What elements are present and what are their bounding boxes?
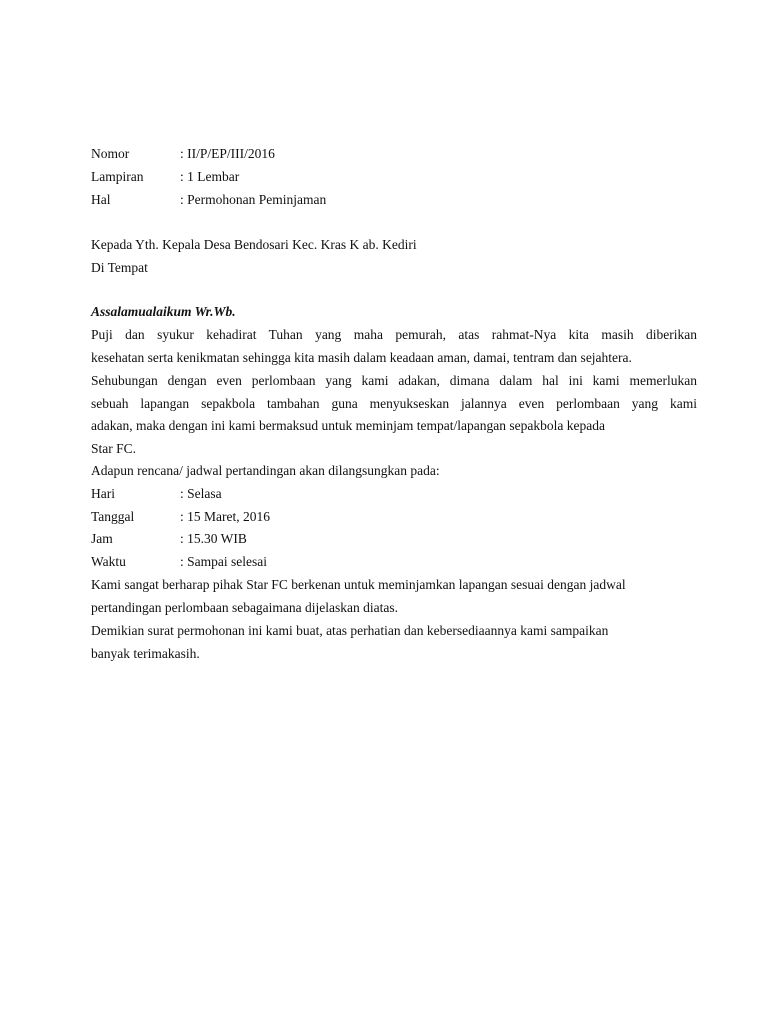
hal-value: : Permohonan Peminjaman xyxy=(180,192,327,207)
paragraph-1-line-1: Puji dan syukur kehadirat Tuhan yang maha pemurah, atas rahmat-Nya kita masih diberikan xyxy=(91,327,697,342)
paragraph-3-line-2: pertandingan perlombaan sebagaimana dijelaskan diatas. xyxy=(91,600,399,615)
schedule-intro: Adapun rencana/ jadwal pertandingan akan dilangsungkan pada: xyxy=(91,463,440,478)
nomor-label: Nomor xyxy=(91,146,130,161)
tanggal-label: Tanggal xyxy=(91,509,135,524)
paragraph-2-line-2: sebuah lapangan sepakbola tambahan guna menyukseskan jalannya even perlombaan yang kami xyxy=(91,396,697,411)
paragraph-4-line-1: Demikian surat permohonan ini kami buat, atas perhatian dan kebersediaannya kami sampaikan xyxy=(91,623,609,638)
hari-label: Hari xyxy=(91,486,115,501)
recipient-line-1: Kepada Yth. Kepala Desa Bendosari Kec. Kras K ab. Kediri xyxy=(91,237,417,252)
paragraph-1-line-2: kesehatan serta kenikmatan sehingga kita masih dalam keadaan aman, damai, tentram dan sejahtera. xyxy=(91,350,632,365)
paragraph-2-line-3: adakan, maka dengan ini kami bermaksud untuk meminjam tempat/lapangan sepakbola kepada xyxy=(91,418,605,433)
paragraph-3-line-1: Kami sangat berharap pihak Star FC berkenan untuk meminjamkan lapangan sesuai dengan jadwal xyxy=(91,577,626,592)
lampiran-value: : 1 Lembar xyxy=(180,169,240,184)
nomor-value: : II/P/EP/III/2016 xyxy=(180,146,275,161)
paragraph-2-line-1: Sehubungan dengan even perlombaan yang kami adakan, dimana dalam hal ini kami memerlukan xyxy=(91,373,697,388)
hari-value: : Selasa xyxy=(180,486,222,501)
paragraph-4-line-2: banyak terimakasih. xyxy=(91,646,200,661)
greeting: Assalamualaikum Wr.Wb. xyxy=(91,304,236,319)
waktu-value: : Sampai selesai xyxy=(180,554,267,569)
tanggal-value: : 15 Maret, 2016 xyxy=(180,509,270,524)
lampiran-label: Lampiran xyxy=(91,169,144,184)
hal-label: Hal xyxy=(91,192,111,207)
jam-value: : 15.30 WIB xyxy=(180,531,247,546)
recipient-line-2: Di Tempat xyxy=(91,260,148,275)
jam-label: Jam xyxy=(91,531,113,546)
paragraph-2-line-4: Star FC. xyxy=(91,441,137,456)
waktu-label: Waktu xyxy=(91,554,126,569)
